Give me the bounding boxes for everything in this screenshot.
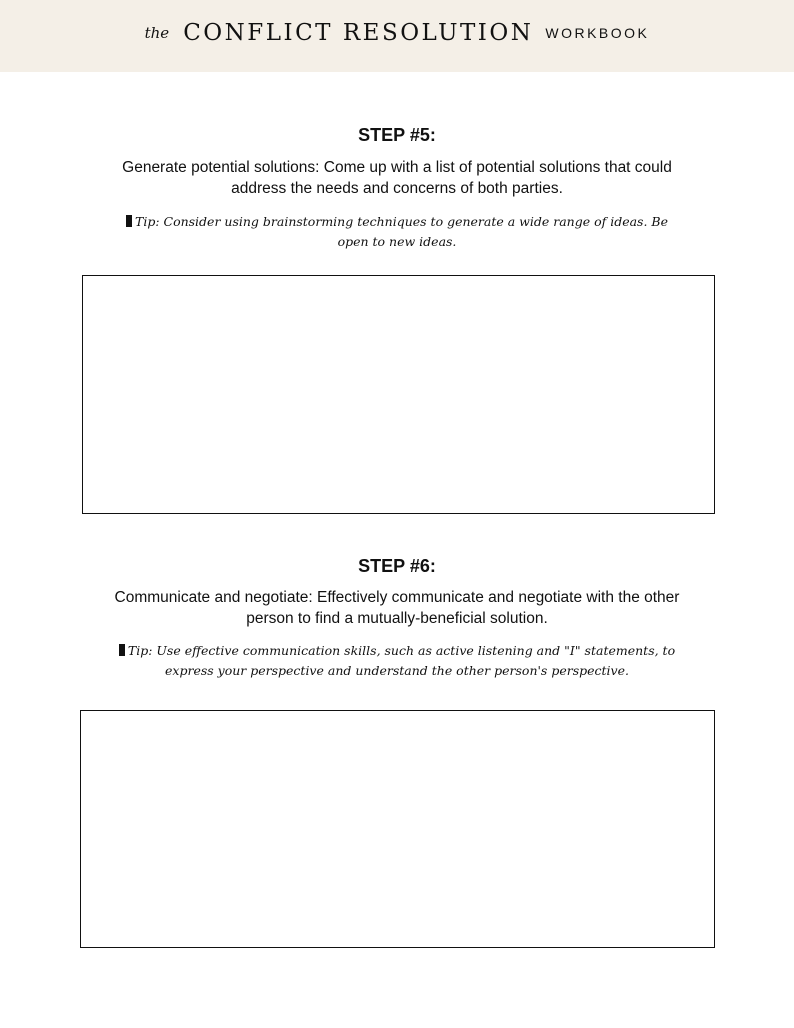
step-5-answer-box[interactable] (82, 275, 715, 514)
step-5-title: STEP #5: (358, 125, 436, 145)
lightbulb-icon (126, 215, 132, 227)
step-5-description: Generate potential solutions: Come up with a list of potential solutions that could address the needs and concerns of both parties. (122, 159, 672, 197)
title-suffix: WORKBOOK (545, 25, 650, 41)
title-main: CONFLICT RESOLUTION (183, 20, 534, 46)
page-header (0, 0, 794, 72)
step-6-answer-box[interactable] (80, 710, 715, 948)
title-prefix: the (144, 24, 170, 42)
workbook-title (0, 20, 794, 46)
step-5-tip-text: Tip: Consider using brainstorming techniques to generate a wide range of ideas. Be open to new ideas. (134, 214, 669, 249)
step-6-tip (104, 641, 690, 681)
lightbulb-icon (119, 644, 125, 656)
step-5-tip (112, 212, 682, 252)
step-6-description: Communicate and negotiate: Effectively communicate and negotiate with the other person to find a mutually-beneficial solution. (114, 589, 680, 627)
step-6-title: STEP #6: (358, 556, 436, 576)
step-6-tip-text: Tip: Use effective communication skills, such as active listening and "I" statements, to express your perspective and understand the other person's perspective. (127, 643, 676, 678)
